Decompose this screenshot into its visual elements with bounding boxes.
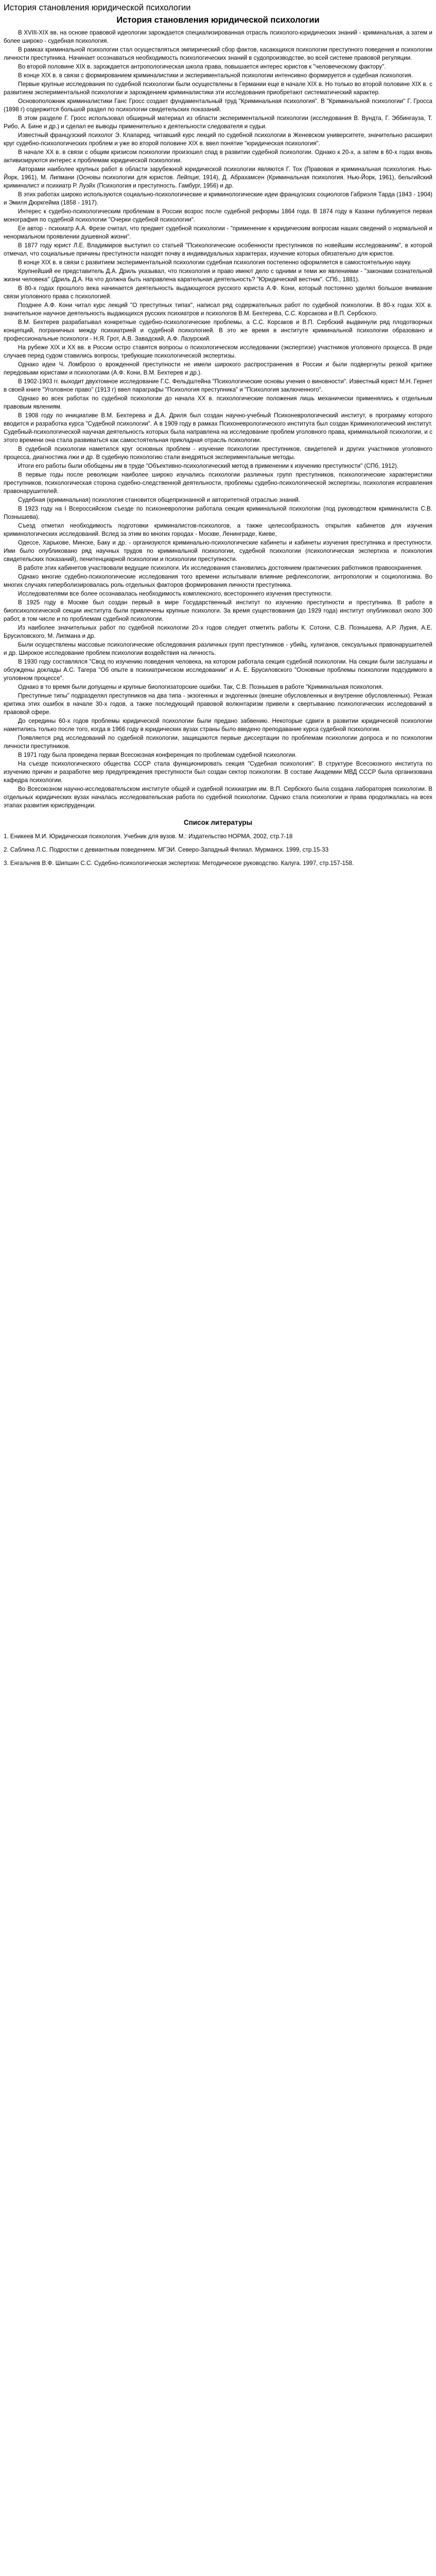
paragraph: Преступные типы" подразделял преступников на два типа - экзогенных и эндогенных (внешне обусловленных и внутренне обусловленных). Резкая критика этих ошибок в начале 30-х годов, а также последующий правовой волюнтаризм привели к свертыванию психологических исследований в правовой сфере.	[4, 692, 432, 716]
paragraph: В 1877 году юрист Л.Е. Владимиров выступил со статьей "Психологические особенности преступников по новейшим исследованиям", в которой отмечал, что социальные причины преступности находят почву в индивидуальных характерах, изучение которых обязательно для юристов.	[4, 242, 432, 257]
paragraph: Крупнейший ее представитель Д.А. Дриль указывал, что психология и право имеют дело с одними и теми же явлениями - "законами сознательной жизни человека" (Дриль Д.А. На что должна быть направлена карательная деятельность? "Юридический вестник". СПб., 1881).	[4, 268, 432, 283]
paragraph: Первые крупные исследования по судебной психологии были осуществлены в Германии еще в начале XIX в. Но только во второй половине XIX в. с развитием экспериментальной психологии и зарождением криминалистики эти исследования приобретают систематический характер.	[4, 81, 432, 96]
paragraph: Ее автор - психиатр А.А. Фрезе считал, что предмет судебной психологии - "применение к юридическим вопросам наших сведений о нормальной и ненормальном проявлении душевной жизни".	[4, 225, 432, 240]
paragraph: В 1923 году на I Всероссийском съезде по психоневрологии работала секция криминальной психологии (под руководством криминалиста С.В. Познышева).	[4, 505, 432, 520]
paragraph: В конце XIX в. в связи с формированием криминалистики и экспериментальной психологии интенсивно формируется и судебная психология.	[18, 72, 413, 79]
paragraph: Однако идеи Ч. Ломброзо о врожденной преступности не имели широкого распространения в России и были подвергнуты резкой критике передовыми юристами и психологами (А.Ф. Кони, В.М. Бехтерев и др.).	[4, 361, 432, 376]
paragraph: В 1971 году была проведена первая Всесоюзная конференция по проблемам судебной психологии.	[18, 752, 297, 758]
paragraph: На съезде психологического общества СССР стала функционировать секция "Судебная психология". В структуре Всесоюзного института по изучению причин и разработке мер предупреждения преступности был создан сектор психологии. В составе Академии МВД СССР была организована кафедра психологии.	[4, 760, 432, 784]
paragraph: Во Всесоюзном научно-исследовательском институте общей и судебной психиатрии им. В.П. Сербского была создана лаборатория психологии. В отдельных юридических вузах началась исследовательская работа по судебной психологии. Однако стала психологии и права продолжалась на всех этапах развития юриспруденции.	[4, 786, 432, 809]
paragraph: Интерес к судебно-психологическим проблемам в России возрос после судебной реформы 1864 года. В 1874 году в Казани публикуется первая монография по судебной психологии "Очерки судебной психологии".	[4, 208, 432, 223]
references-list	[4, 833, 432, 868]
paragraph: Однако в то время были допущены и крупные биологизаторские ошибки. Так, С.В. Познышев в работе "Криминальная психология.	[18, 684, 383, 690]
paragraph: Известный французский психолог Э. Клапаред, читавший курс лекций по судебной психологии в Женевском университете, значительно расширил круг судебно-психологических проблем и уже во второй половине XIX в. ввел понятие "юридическая психология".	[4, 132, 432, 147]
paragraph: В 1925 году в Москве был создан первый в мире Государственный институт по изучению преступности и преступника. В работе в биопсихологической секции института были привлечены крупные психологи. За время существования (до 1929 года) институт опубликовал около 300 работ, в том числе и по проблемам судебной психологии.	[4, 599, 432, 622]
reference-item: 3. Енгалычев В.Ф. Шипшин С.С. Судебно-психологическая экспертиза: Методическое руководство. Калуга. 1997, стр.157-158.	[4, 860, 354, 867]
references-heading: Список литературы	[183, 819, 253, 826]
document-title: История становления юридической психологии	[116, 15, 320, 25]
document	[0, 0, 436, 876]
paragraph: Итоги его работы были обобщены им в труде "Объективно-психологический метод в применении к изучению преступности" (СПб, 1912).	[18, 463, 399, 469]
paragraph: Основоположник криминалистики Ганс Гросс создает фундаментальный труд "Криминальная психология". В "Криминальной психологии" Г. Гросса (1898 г) содержится большой раздел по психологии свидетельских показаний.	[4, 98, 432, 113]
paragraph: В 1902-1903 гг. выходит двухтомное исследование Г.С. Фельдштейна "Психологические основы учения о виновности". Известный юрист М.Н. Гернет в своей книге "Уголовное право" (1913 г) ввел параграфы "Психология преступника" и "Психология заключенного".	[4, 378, 432, 393]
paragraph: В этих работах широко используются социально-психологические и криминологические идеи французских социологов Габриэля Тарда (1843 - 1904) и Эмиля Дюркгейма (1858 - 1917).	[4, 191, 432, 206]
paragraph: В судебной психологии наметился круг основных проблем - изучение психологии преступников, свидетелей и других участников уголовного процесса, диагностика лжи и др. В судебную психологию стали внедряться экспериментальные методы.	[4, 446, 432, 461]
paragraph: Однако многие судебно-психологические исследования того времени испытывали влияние рефлексологии, антропологии и социологизма. Во многих случаях гиперболизировалась роль отдельных факторов формирования личности преступника.	[4, 573, 432, 588]
paragraph: Однако во всех работах по судебной психологии до начала XX в. психологические положения лишь механически применялись к отдельным правовым явлениям.	[4, 395, 432, 410]
paragraph: Были осуществлены массовые психологические обследования различных групп преступников - убийц, хулиганов, сексуальных правонарушителей и др. Широкое исследование проблем психологии воздействия на личность.	[4, 641, 432, 656]
paragraph: Съезд отметил необходимость подготовки криминалистов-психологов, а также целесообразность открытия кабинетов для изучения криминологических исследований. Вслед за этим во многих городах - Москве, Ленинграде, Киеве,	[4, 522, 432, 537]
paragraph: В XVIII-XIX вв. на основе правовой идеологии зарождается специализированная отрасль психолого-юридических знаний - криминальная, а затем и более широко - судебная психология.	[4, 29, 432, 44]
paragraph: Позднее А.Ф. Кони читал курс лекций "О преступных типах", написал ряд содержательных работ по судебной психологии. В 80-х годах XIX в. значительное научное деятельность выдающихся русских психиатров и психологов В.М. Бехтерева, С.С. Корсакова и В.П. Сербского.	[4, 302, 432, 317]
paragraph: В.М. Бехтерев разрабатывал конкретные судебно-психологические проблемы, а С.С. Корсаков и В.П. Сербский выдвинули ряд плодотворных концепций, пограничных между психиатрией и судебной психологией. В это же время в институте криминальной психологии образовано и профессиональные психологи - Н.Я. Грот, А.В. Завадский, А.Ф. Лазурский.	[4, 319, 432, 342]
paragraph: В рамках криминальной психологии стал осуществляться эмпирический сбор фактов, касающихся психологии преступного поведения и психологии личности преступника. Начинает осознаваться необходимость психологических знаний в судопроизводстве, во всей системе правовой регуляции.	[4, 46, 432, 61]
paragraph: В начале XX в. в связи с общим кризисом психологии произошел спад в развитии судебной психологии. Однако к 20-х, а затем в 60-х годах вновь активизируются интерес к проблемам юридической психологии.	[4, 149, 432, 164]
paragraph: В конце XIX в. в связи с развитием экспериментальной психологии судебная психология постепенно оформляется в самостоятельную науку.	[18, 259, 412, 266]
paragraph: Авторами наиболее крупных работ в области зарубежной юридической психологии являются Г. Тох (Правовая и криминальная психология. Нью-Йорк, 1961), М. Липмани (Основы психологии для юристов. Лейпциг, 1914), Д. Абрахамсен (Криминальная психология. Нью-Йорк, 1961), бельгийский криминалист и психиатр Р. Луэйх (Психология и преступность. Гамбург, 1956) и др.	[4, 166, 432, 189]
paragraph: В 80-х годах прошлого века начинается деятельность выдающегося русского юриста А.Ф. Кони, который постоянно уделял большое внимание связи уголовного права с психологией.	[4, 285, 432, 300]
paragraph: До середины 60-х годов проблемы юридической психологии были предано забвению. Некоторые сдвиги в развитии юридической психологии наметились только после того, когда в 1966 году в юридических вузах страны было введено преподавание курса судебной психологии.	[4, 718, 432, 733]
reference-item: 2. Саблина Л.С. Подростки с девиантным поведением. МГЭИ. Северо-Западный Филиал. Мурманск. 1999, стр.15-33	[4, 846, 329, 853]
paragraph: В первые годы после революции наиболее широко изучались психологии различных групп преступников, психологические характеристики преступников, психологическая сторона судебно-следственной деятельности, проблемы судебно-психологической экспертизы, психология исправления правонарушителей.	[4, 471, 432, 495]
paragraph: Одессе, Харькове, Минске, Баку и др. - организуются криминально-психологические кабинеты и кабинеты изучения преступника и преступности. Ими было опубликовано ряд научных трудов по криминальной психологии, судебной психологии (психологическая экспертиза и психология свидетельских показаний), пенитенциарной психологии и психологии преступности.	[4, 539, 432, 563]
paragraph: Исследователями все более осознавалась необходимость комплексного, всестороннего изучения преступности.	[18, 590, 333, 597]
paragraph: В 1930 году составлялся "Свод по изучению поведения человека, на котором работала секция судебной психологии. На секции были заслушаны и обсуждены доклады А.С. Тагера "Об опыте в психиатрическом исследовании" и А. Е. Брусиловского "Основные проблемы психологии подсудимого в уголовном процессе".	[4, 658, 432, 682]
document-body	[4, 29, 432, 810]
paragraph: На рубеже XIX и XX вв. в России остро ставятся вопросы о психологическом исследовании (экспертизе) участников уголовного процесса. В ряде случаев перед судом ставились вопросы, требующие психологической экспертизы.	[4, 344, 432, 359]
paragraph: Судебная (криминальная) психология становится общепризнанной и авторитетной отраслью знаний.	[18, 497, 300, 503]
paragraph: В этом разделе Г. Гросс использовал обширный материал из области экспериментальной психологии (исследования В. Вундта, Г. Эббингауза, Т. Рибо, А. Бине и др.) и сделал ее выводы применительно к деятельности следователя и судьи.	[4, 115, 432, 130]
page-header: История становления юридической психологии	[4, 3, 191, 12]
paragraph: Из наиболее значительных работ по судебной психологии 20-х годов следует отметить работы К. Сотони, С.В. Познышева, А.Р. Лурия, А.Е. Брусиловского, М. Липмана и др.	[4, 624, 432, 639]
paragraph: Во второй половине XIX в. зарождается антропологическая школа права, повышается интерес юристов к "человеческому фактору".	[18, 63, 386, 70]
paragraph: В работе этих кабинетов участвовали ведущие психологи. Их исследования становились достоянием практических работников правоохранения.	[18, 565, 423, 571]
paragraph: В 1908 году по инициативе В.М. Бехтерева и Д.А. Дриля был создан научно-учебный Психоневрологический институт, в программу которого вводится и разработка курса "Судебной психологии". А в 1909 году в рамках Психоневрологического института был создан Криминологический институт. Судебный-психологической научная деятельность которых была направлена на исследование проблем уголовного права, криминальной психологии, и с этого времени она стала развиваться как самостоятельная прикладная отрасль психологии.	[4, 412, 432, 444]
paragraph: Появляется ряд исследований по судебной психологии, защищаются первые диссертации по проблемам психологии допроса и по психологии личности преступников.	[4, 735, 432, 750]
reference-item: 1. Еникеев М.И. Юридическая психология. Учебник для вузов. М.: Издательство НОРМА. 2002, стр.7-18	[4, 833, 293, 840]
